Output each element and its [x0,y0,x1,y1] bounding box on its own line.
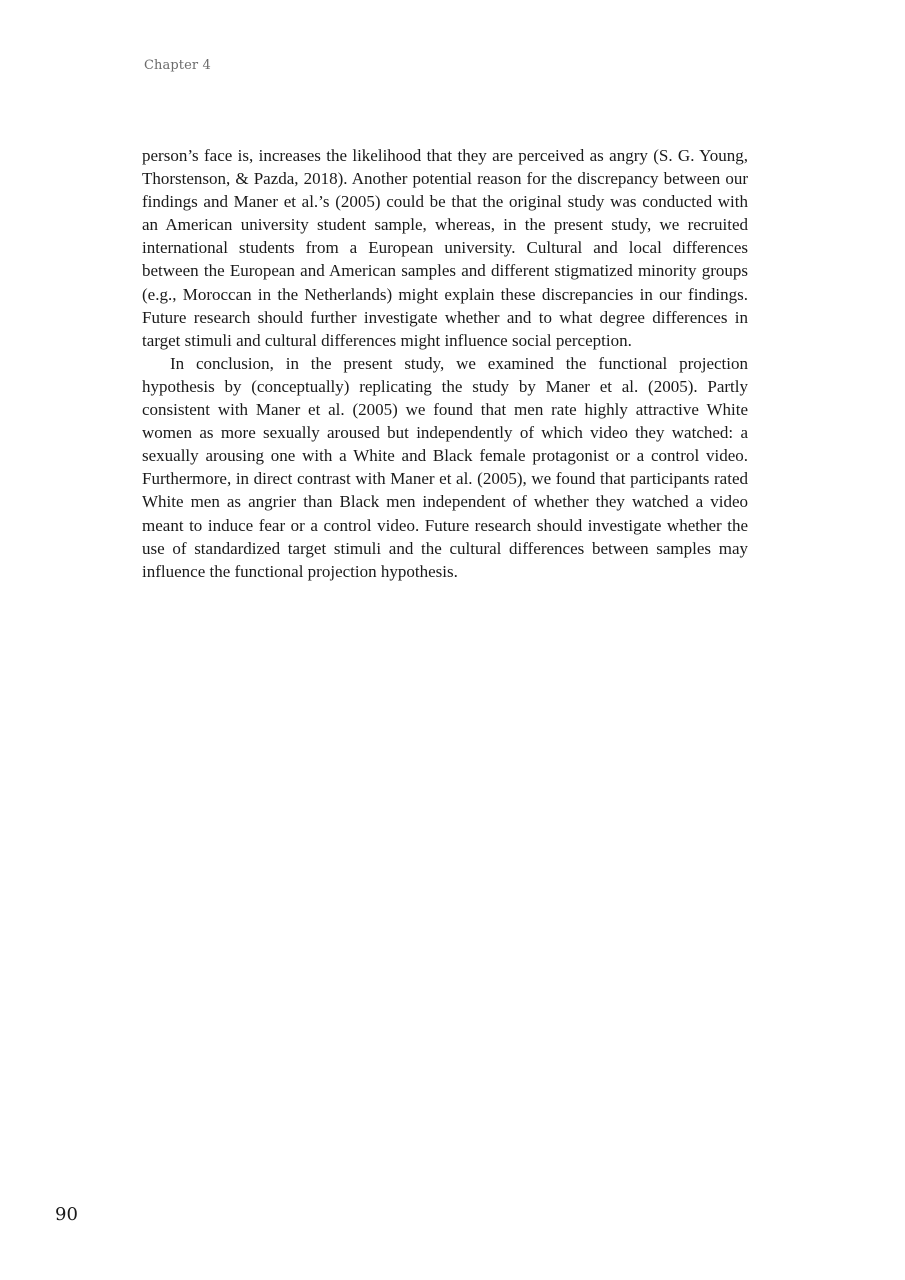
body-text [142,144,748,583]
paragraph-conclusion: In conclusion, in the present study, we examined the functional projection hypothesis by (conceptually) replicating the study by Maner et al. (2005). Partly consistent with Maner et al. (2005) we found that men rate highly attractive White women as more sexually aroused but independently of which video they watched: a sexually arousing one with a White and Black female protagonist or a control video. Furthermore, in direct contrast with Maner et al. (2005), we found that participants rated White men as angrier than Black men independent of whether they watched a video meant to induce fear or a control video. Future research should investigate whether the use of standardized target stimuli and the cultural differences between samples may influence the functional projection hypothesis. [142,353,748,581]
paragraph-continuation: person’s face is, increases the likelihood that they are perceived as angry (S. G. Young, Thorstenson, & Pazda, 2018). Another potential reason for the discrepancy between our findings and Maner et al.’s (2005) could be that the original study was conducted with an American university student sample, whereas, in the present study, we recruited international students from a European university. Cultural and local differences between the European and American samples and different stigmatized minority groups (e.g., Moroccan in the Netherlands) might explain these discrepancies in our findings. Future research should further investigate whether and to what degree differences in target stimuli and cultural differences might influence social perception. [142,146,748,350]
page-number: 90 [55,1204,78,1225]
running-head: Chapter 4 [144,58,211,73]
